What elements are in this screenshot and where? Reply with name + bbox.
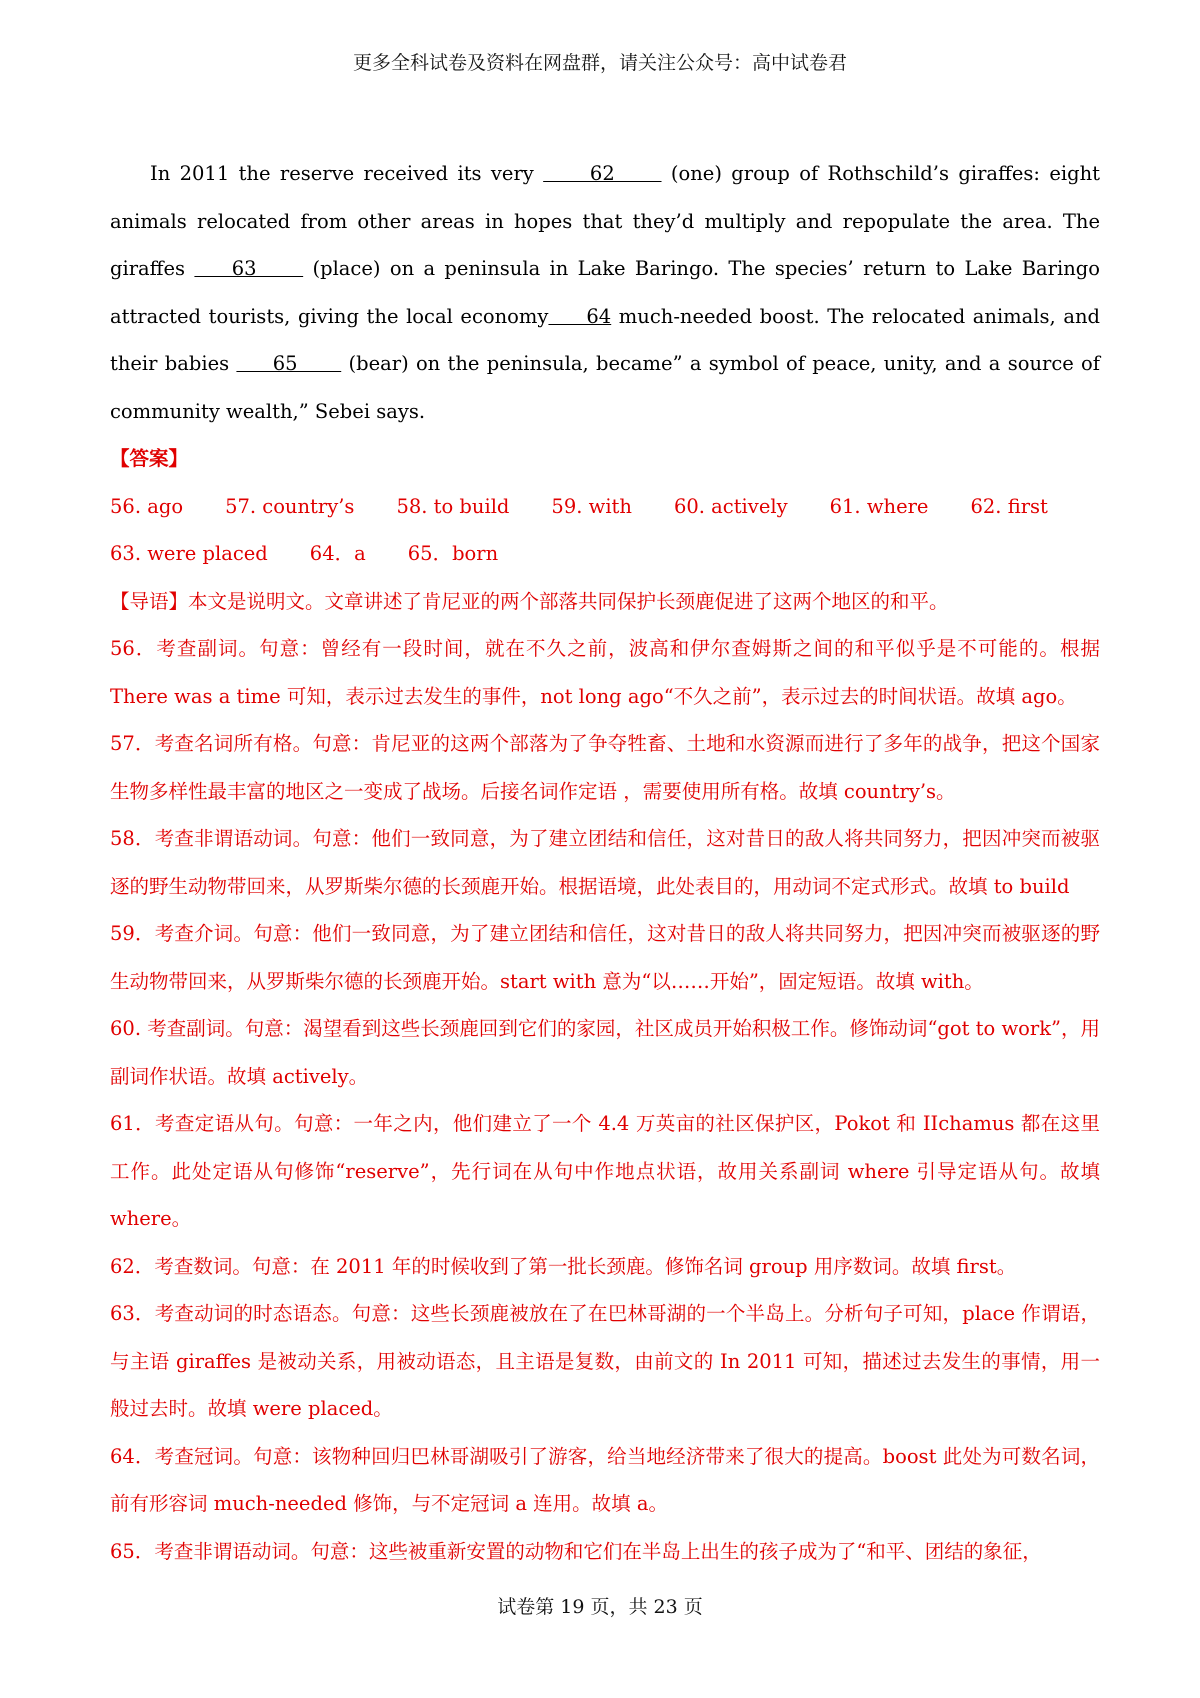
explanation-62: 62．考查数词。句意：在 2011 年的时候收到了第一批长颈鹿。修饰名词 group 用序数词。故填 first。 [110,1254,1017,1278]
guide-paragraph [110,578,1100,626]
explanation-60: 60. 考查副词。句意：渴望看到这些长颈鹿回到它们的家园，社区成员开始积极工作。修饰动词“got to work”，用副词作状语。故填 actively。 [110,1017,1100,1088]
blank-63: 63 [194,257,304,280]
page-header: 更多全科试卷及资料在网盘群，请关注公众号：高中试卷君 [352,52,847,74]
blank-62: 62 [543,162,662,185]
answer-heading [110,435,1100,483]
passage-text: much-needed boost. The relocated animals, and their babies [110,304,1100,375]
explanation-56: 56．考查副词。句意：曾经有一段时间，就在不久之前，波高和伊尔查姆斯之间的和平似乎是不可能的。根据 There was a time 可知，表示过去发生的事件，not long ago“不久之前”，表示过去的时间状语。故填 ago。 [110,637,1100,708]
answer-item: 57. country’s [225,494,355,518]
explanation-64: 64．考查冠词。句意：该物种回归巴林哥湖吸引了游客，给当地经济带来了很大的提高。boost 此处为可数名词，前有形容词 much-needed 修饰，与不定冠词 a 连用。故填 a。 [110,1444,1100,1515]
answer-item: 63. were placed [110,542,268,565]
blank-64: 64 [548,304,612,328]
answer-item: 65．born [407,542,499,565]
guide-text: 本文是说明文。文章讲述了肯尼亚的两个部落共同保护长颈鹿促进了这两个地区的和平。 [188,589,949,613]
answer-item: 64．a [309,542,366,565]
passage-text: In 2011 the reserve received its very [150,162,544,185]
explanation-61: 61．考查定语从句。句意：一年之内，他们建立了一个 4.4 万英亩的社区保护区，Pokot 和 IIchamus 都在这里工作。此处定语从句修饰“reserve”，先行词在从句中作地点状语，故用关系副词 where 引导定语从句。故填 where。 [110,1112,1100,1230]
answer-item: 59. with [551,494,632,518]
page-footer: 试卷第 19 页，共 23 页 [497,1596,703,1618]
explanation-57: 57．考查名词所有格。句意：肯尼亚的这两个部落为了争夺牲畜、土地和水资源而进行了多年的战争，把这个国家生物多样性最丰富的地区之一变成了战场。后接名词作定语 ，需要使用所有格。故填 country’s。 [110,732,1100,803]
guide-label: 【导语】 [110,589,189,613]
explanation-63: 63．考查动词的时态语态。句意：这些长颈鹿被放在了在巴林哥湖的一个半岛上。分析句子可知，place 作谓语，与主语 giraffes 是被动关系，用被动语态，且主语是复数，由前文的 In 2011 可知，描述过去发生的事情，用一般过去时。故填 were placed。 [110,1302,1100,1420]
passage-paragraph [110,150,1100,435]
explanation-59: 59．考查介词。句意：他们一致同意，为了建立团结和信任，这对昔日的敌人将共同努力，把因冲突而被驱逐的野生动物带回来，从罗斯柴尔德的长颈鹿开始。start with 意为“以……开始”，固定短语。故填 with。 [110,922,1100,993]
answer-item: 58. to build [396,494,510,518]
answer-list [110,483,1100,578]
answer-item: 56. ago [110,494,184,518]
explanation-65: 65．考查非谓语动词。句意：这些被重新安置的动物和它们在半岛上出生的孩子成为了“和平、团结的象征， [110,1539,1042,1563]
document-body [110,150,1100,1575]
answer-heading-label: 【答案】 [110,447,189,470]
answer-item: 60. actively [673,494,788,518]
answer-item: 61. where [829,494,929,518]
passage-text: (one) group of Rothschild’s giraffes: eight animals relocated from other areas in hopes that they’d multiply and repopulate the area. The giraffes [110,162,1100,280]
passage-text: (bear) on the peninsula, became” a symbol of peace, unity, and a source of community wealth,” Sebei says. [110,352,1101,423]
blank-65: 65 [236,352,342,375]
explanation-58: 58．考查非谓语动词。句意：他们一致同意，为了建立团结和信任，这对昔日的敌人将共同努力，把因冲突而被驱逐的野生动物带回来，从罗斯柴尔德的长颈鹿开始。根据语境，此处表目的，用动词不定式形式。故填 to build [110,827,1100,898]
answer-item: 62. first [970,494,1048,518]
passage-text: (place) on a peninsula in Lake Baringo. The species’ return to Lake Baringo attracted tourists, giving the local economy [110,257,1100,328]
